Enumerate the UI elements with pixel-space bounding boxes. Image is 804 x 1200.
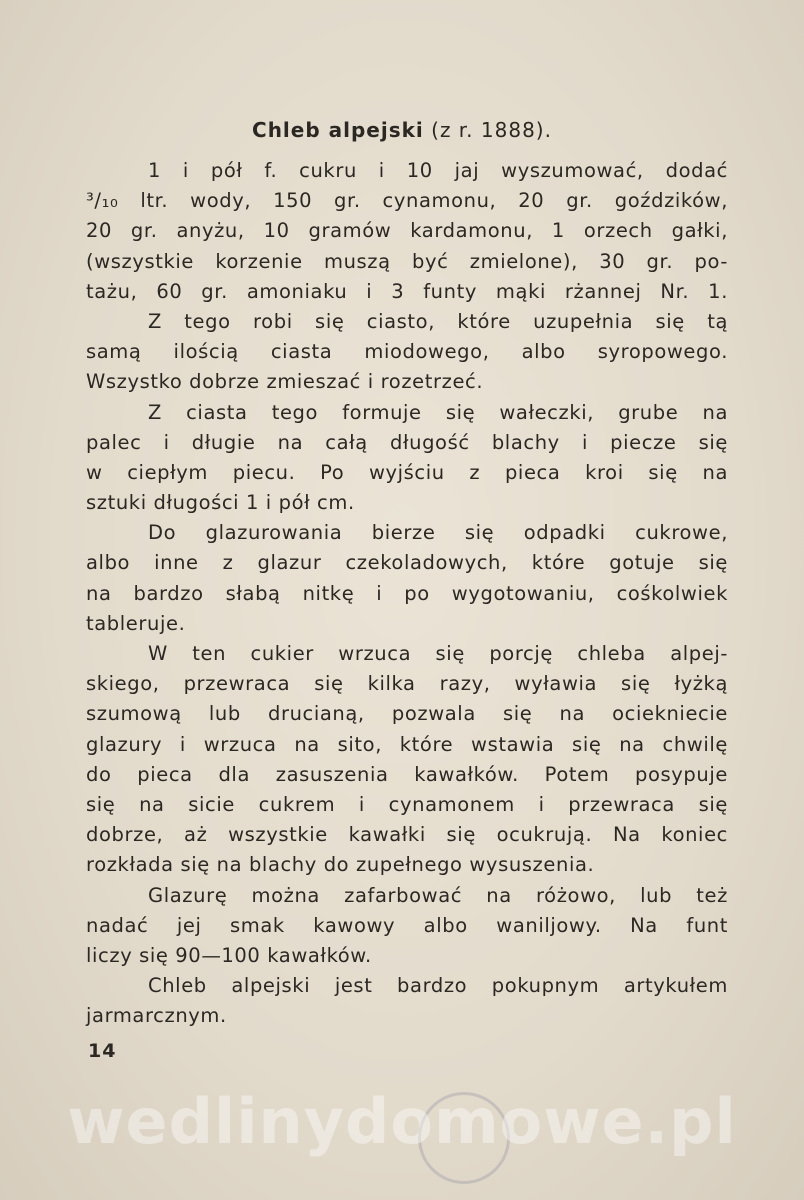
recipe-title-year: (z r. 1888). [431,118,552,142]
text-line: się na sicie cukrem i cynamonem i przewraca się [86,792,728,816]
text-line: Chleb alpejski jest bardzo pokupnym artykułem [148,974,728,998]
text-line: albo inne z glazur czekoladowych, które gotuje się [86,551,728,575]
recipe-body [86,156,728,1031]
text-line: jarmarcznym. [86,1004,227,1028]
text-line: samą ilością ciasta miodowego, albo syropowego. [86,340,728,364]
text-line: dobrze, aż wszystkie kawałki się ocukrują. Na koniec [86,823,728,847]
page-number: 14 [88,1040,117,1062]
text-line: Do glazurowania bierze się odpadki cukrowe, [148,521,728,545]
recipe-title-bold: Chleb alpejski [252,118,424,142]
text-line: tableruje. [86,611,186,635]
recipe-title [0,118,804,142]
text-line: na bardzo słabą nitkę i po wygotowaniu, cośkolwiek [86,581,728,605]
watermark: wedlinydomowe.pl [67,1085,737,1158]
text-line: (wszystkie korzenie muszą być zmielone), 30 gr. po- [86,249,728,273]
text-line: ³/₁₀ ltr. wody, 150 gr. cynamonu, 20 gr. goździków, [86,189,728,213]
text-line: Glazurę można zafarbować na różowo, lub też [148,883,728,907]
text-line: 1 i pół f. cukru i 10 jaj wyszumować, dodać [148,159,728,182]
text-line: rozkłada się na blachy do zupełnego wysuszenia. [86,853,595,877]
text-line: nadać jej smak kawowy albo waniljowy. Na funt [86,913,728,937]
text-line: 20 gr. anyżu, 10 gramów kardamonu, 1 orzech gałki, [86,219,728,243]
text-line: glazury i wrzuca na sito, które wstawia się na chwilę [86,732,728,756]
text-line: w ciepłym piecu. Po wyjściu z pieca kroi się na [86,460,728,484]
text-line: skiego, przewraca się kilka razy, wyławia się łyżką [86,672,728,696]
text-line: Z tego robi się ciasto, które uzupełnia się tą [148,309,728,333]
text-line: Wszystko dobrze zmieszać i rozetrzeć. [86,370,484,394]
text-line: palec i długie na całą długość blachy i piecze się [86,430,728,454]
text-line: liczy się 90—100 kawałków. [86,943,372,967]
text-line: W ten cukier wrzuca się porcję chleba alpej- [148,642,728,665]
text-line: Z ciasta tego formuje się wałeczki, grube na [148,400,728,424]
text-line: szumową lub drucianą, pozwala się na ociekniecie [86,702,728,726]
text-line: tażu, 60 gr. amoniaku i 3 funty mąki rżannej Nr. 1. [86,279,728,303]
text-line: sztuki długości 1 i pół cm. [86,491,355,515]
text-line: do pieca dla zasuszenia kawałków. Potem posypuje [86,762,728,786]
